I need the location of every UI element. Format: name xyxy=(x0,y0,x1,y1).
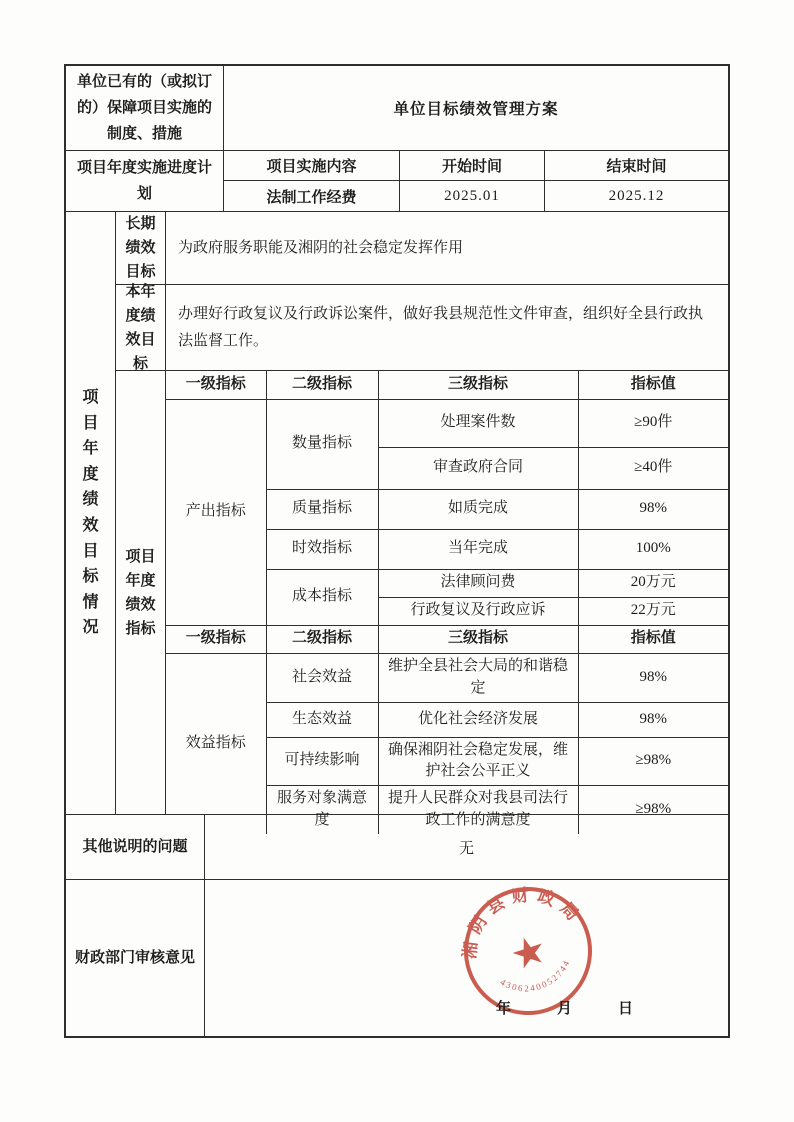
finance-review-label: 财政部门审核意见 xyxy=(66,880,205,1036)
indicator-value: ≥98% xyxy=(578,737,728,786)
header-level2: 二级指标 xyxy=(266,371,378,399)
schedule-header-start: 开始时间 xyxy=(399,151,544,181)
indicator-l3: 如质完成 xyxy=(378,489,578,529)
indicator-l3: 提升人民群众对我县司法行政工作的满意度 xyxy=(378,786,578,834)
benefit-l2: 社会效益 xyxy=(266,654,378,703)
row-other-issues xyxy=(66,815,728,880)
quantity-l2-cell: 数量指标 xyxy=(266,399,378,489)
indicator-l3: 法律顾问费 xyxy=(378,569,578,597)
benefit-l1-cell: 效益指标 xyxy=(166,654,266,834)
schedule-value-start: 2025.01 xyxy=(399,181,544,211)
date-day-label: 日 xyxy=(617,1001,633,1017)
indicator-l3: 维护全县社会大局的和谐稳定 xyxy=(378,654,578,703)
indicator-value: 22万元 xyxy=(578,597,728,625)
indicator-value: ≥40件 xyxy=(578,447,728,489)
header-value: 指标值 xyxy=(578,626,728,654)
schedule-value-end: 2025.12 xyxy=(544,181,728,211)
indicator-value: ≥90件 xyxy=(578,399,728,447)
indicator-l3: 确保湘阴社会稳定发展，维护社会公平正义 xyxy=(378,737,578,786)
quality-l2-cell: 质量指标 xyxy=(266,489,378,529)
indicator-value: 20万元 xyxy=(578,569,728,597)
schedule-subtable xyxy=(224,151,728,211)
output-l1-cell: 产出指标 xyxy=(166,399,266,625)
indicator-value: 100% xyxy=(578,529,728,569)
institution-label: 单位已有的（或拟订的）保障项目实施的制度、措施 xyxy=(66,66,224,150)
indicator-l3: 行政复议及行政应诉 xyxy=(378,597,578,625)
row-institution xyxy=(66,66,728,151)
long-term-label: 长期绩效目标 xyxy=(116,212,166,284)
seal-star-icon: ★ xyxy=(504,925,553,980)
row-annual-goal xyxy=(116,285,728,371)
row-goals xyxy=(66,212,728,828)
header-level1: 一级指标 xyxy=(166,371,266,399)
schedule-header-content: 项目实施内容 xyxy=(224,151,399,181)
seal-text: 湘阴县财政局 xyxy=(459,885,587,960)
time-l2-cell: 时效指标 xyxy=(266,529,378,569)
header-level3: 三级指标 xyxy=(378,371,578,399)
performance-form-table xyxy=(64,64,730,1038)
row-finance-review xyxy=(66,880,728,1036)
schedule-header-end: 结束时间 xyxy=(544,151,728,181)
header-level1: 一级指标 xyxy=(166,626,266,654)
schedule-label: 项目年度实施进度计划 xyxy=(66,151,224,211)
annual-goal-content: 办理好行政复议及行政诉讼案件，做好我县规范性文件审查，组织好全县行政执法监督工作。 xyxy=(178,305,704,349)
other-issues-label: 其他说明的问题 xyxy=(66,815,205,879)
indicator-l3: 优化社会经济发展 xyxy=(378,702,578,737)
institution-value: 单位目标绩效管理方案 xyxy=(393,101,559,118)
date-line xyxy=(496,997,633,1018)
indicator-value: 98% xyxy=(578,654,728,703)
indicators-tables xyxy=(166,371,728,828)
indicator-value: 98% xyxy=(578,489,728,529)
long-term-content: 为政府服务职能及湘阴的社会稳定发挥作用 xyxy=(178,239,464,256)
benefit-l2: 生态效益 xyxy=(266,702,378,737)
indicator-l3: 当年完成 xyxy=(378,529,578,569)
cost-l2-cell: 成本指标 xyxy=(266,569,378,625)
benefit-indicator-table xyxy=(166,626,728,834)
finance-review-area xyxy=(205,880,728,1036)
schedule-value-content: 法制工作经费 xyxy=(266,189,357,206)
row-long-term-goal xyxy=(116,212,728,285)
date-month-label: 月 xyxy=(556,1001,572,1017)
seal-digits: 4306240052744 xyxy=(498,957,573,994)
indicator-value: 98% xyxy=(578,702,728,737)
goals-section-label: 项目年度绩效目标情况 xyxy=(66,212,116,814)
other-issues-value: 无 xyxy=(458,840,474,857)
benefit-l2: 服务对象满意度 xyxy=(266,786,378,834)
indicators-label: 项目年度绩效指标 xyxy=(116,371,166,814)
header-value: 指标值 xyxy=(578,371,728,399)
annual-goal-label: 本年度绩效目标 xyxy=(116,285,166,370)
benefit-l2: 可持续影响 xyxy=(266,737,378,786)
row-indicators xyxy=(116,371,728,828)
output-indicator-table xyxy=(166,371,728,626)
header-level2: 二级指标 xyxy=(266,626,378,654)
row-schedule xyxy=(66,151,728,212)
indicator-l3: 审查政府合同 xyxy=(378,447,578,489)
indicator-value: ≥98% xyxy=(578,786,728,834)
indicator-l3: 处理案件数 xyxy=(378,399,578,447)
date-year-label: 年 xyxy=(495,1001,511,1017)
header-level3: 三级指标 xyxy=(378,626,578,654)
